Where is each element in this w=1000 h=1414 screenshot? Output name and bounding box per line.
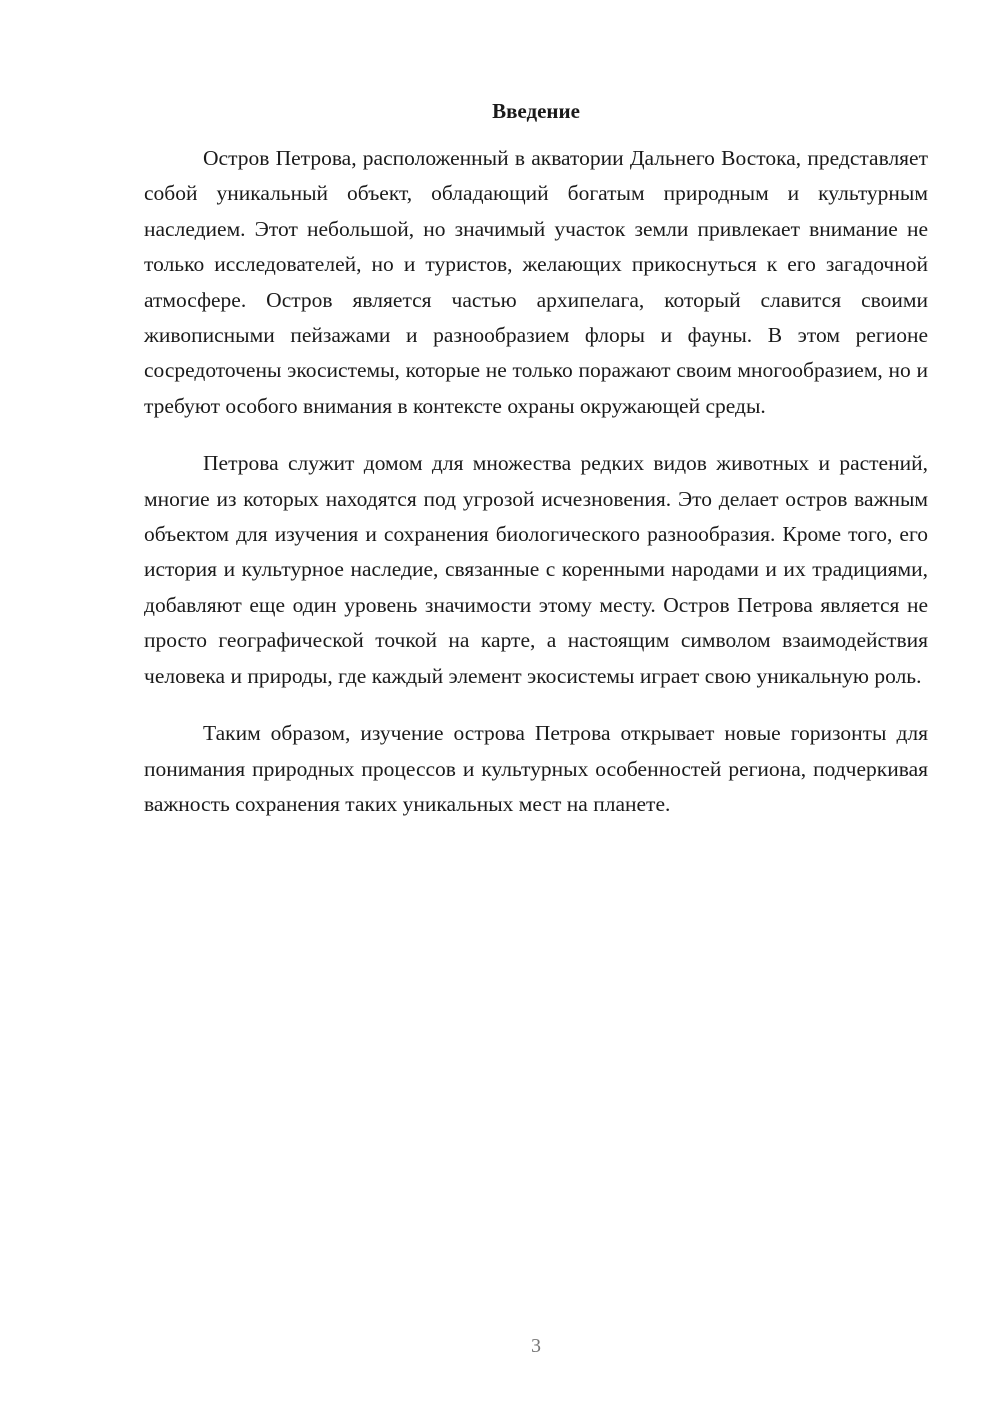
paragraph-1: Остров Петрова, расположенный в акватории Дальнего Востока, представляет собой уникальный объект, обладающий богатым природным и культурным наследием. Этот небольшой, но значимый участок земли привлекает внимание не только исследователей, но и туристов, желающих прикоснуться к его загадочной атмосфере. Остров является частью архипелага, который славится своими живописными пейзажами и разнообразием флоры и фауны. В этом регионе сосредоточены экосистемы, которые не только поражают своим многообразием, но и требуют особого внимания в контексте охраны окружающей среды.: [144, 146, 928, 418]
section-heading: Введение: [492, 99, 580, 123]
paragraph-2: Петрова служит домом для множества редких видов животных и растений, многие из которых находятся под угрозой исчезновения. Это делает остров важным объектом для изучения и сохранения биологического разнообразия. Кроме того, его история и культурное наследие, связанные с коренными народами и их традициями, добавляют еще один уровень значимости этому месту. Остров Петрова является не просто географической точкой на карте, а настоящим символом взаимодействия человека и природы, где каждый элемент экосистемы играет свою уникальную роль.: [144, 451, 928, 688]
body-text: [144, 141, 928, 844]
page-number: 3: [531, 1335, 541, 1357]
paragraph-3: Таким образом, изучение острова Петрова открывает новые горизонты для понимания природных процессов и культурных особенностей региона, подчеркивая важность сохранения таких уникальных мест на планете.: [144, 721, 928, 816]
